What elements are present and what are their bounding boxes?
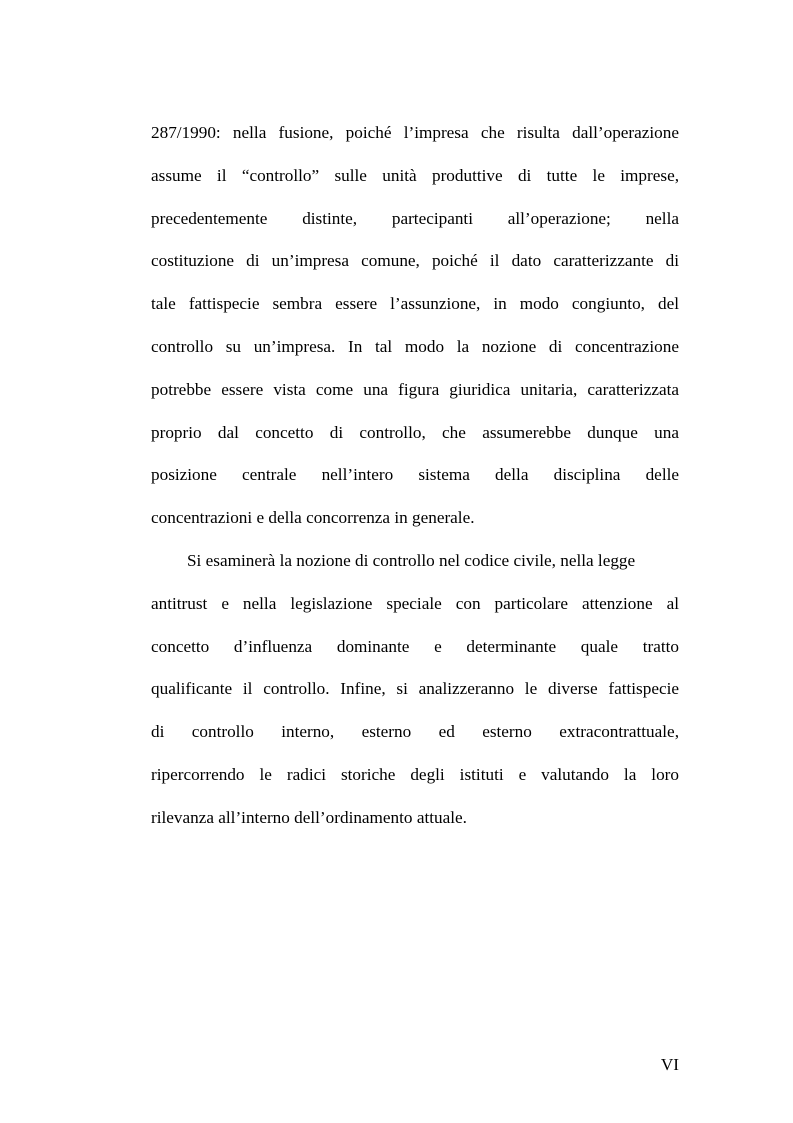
text-line: qualificante il controllo. Infine, si analizzeranno le diverse fattispecie — [151, 679, 679, 699]
text-line: concetto d’influenza dominante e determinante quale tratto — [151, 636, 679, 656]
text-line: tale fattispecie sembra essere l’assunzione, in modo congiunto, del — [151, 294, 679, 314]
text-line: antitrust e nella legislazione speciale con particolare attenzione al — [151, 593, 679, 613]
text-line: 287/1990: nella fusione, poiché l’impresa che risulta dall’operazione — [151, 123, 679, 142]
text-line: assume il “controllo” sulle unità produttive di tutte le imprese, — [151, 165, 679, 185]
text-line: di controllo interno, esterno ed esterno extracontrattuale, — [151, 722, 679, 742]
text-line: controllo su un’impresa. In tal modo la nozione di concentrazione — [151, 336, 679, 356]
text-line: ripercorrendo le radici storiche degli istituti e valutando la loro — [151, 764, 679, 784]
text-line: posizione centrale nell’intero sistema della disciplina delle — [151, 465, 679, 485]
text-line: rilevanza all’interno dell’ordinamento attuale. — [151, 807, 467, 827]
paragraph-1 — [151, 112, 679, 540]
body-text — [151, 112, 679, 840]
text-line: concentrazioni e della concorrenza in generale. — [151, 508, 475, 528]
text-line: precedentemente distinte, partecipanti all’operazione; nella — [151, 208, 679, 228]
text-line: potrebbe essere vista come una figura giuridica unitaria, caratterizzata — [151, 379, 679, 399]
text-line: Si esaminerà la nozione di controllo nel codice civile, nella legge — [187, 550, 636, 570]
text-line: proprio dal concetto di controllo, che assumerebbe dunque una — [151, 422, 679, 442]
paragraph-2 — [151, 540, 679, 840]
page-number: VI — [660, 1055, 679, 1074]
text-line: costituzione di un’impresa comune, poiché il dato caratterizzante di — [151, 251, 679, 271]
